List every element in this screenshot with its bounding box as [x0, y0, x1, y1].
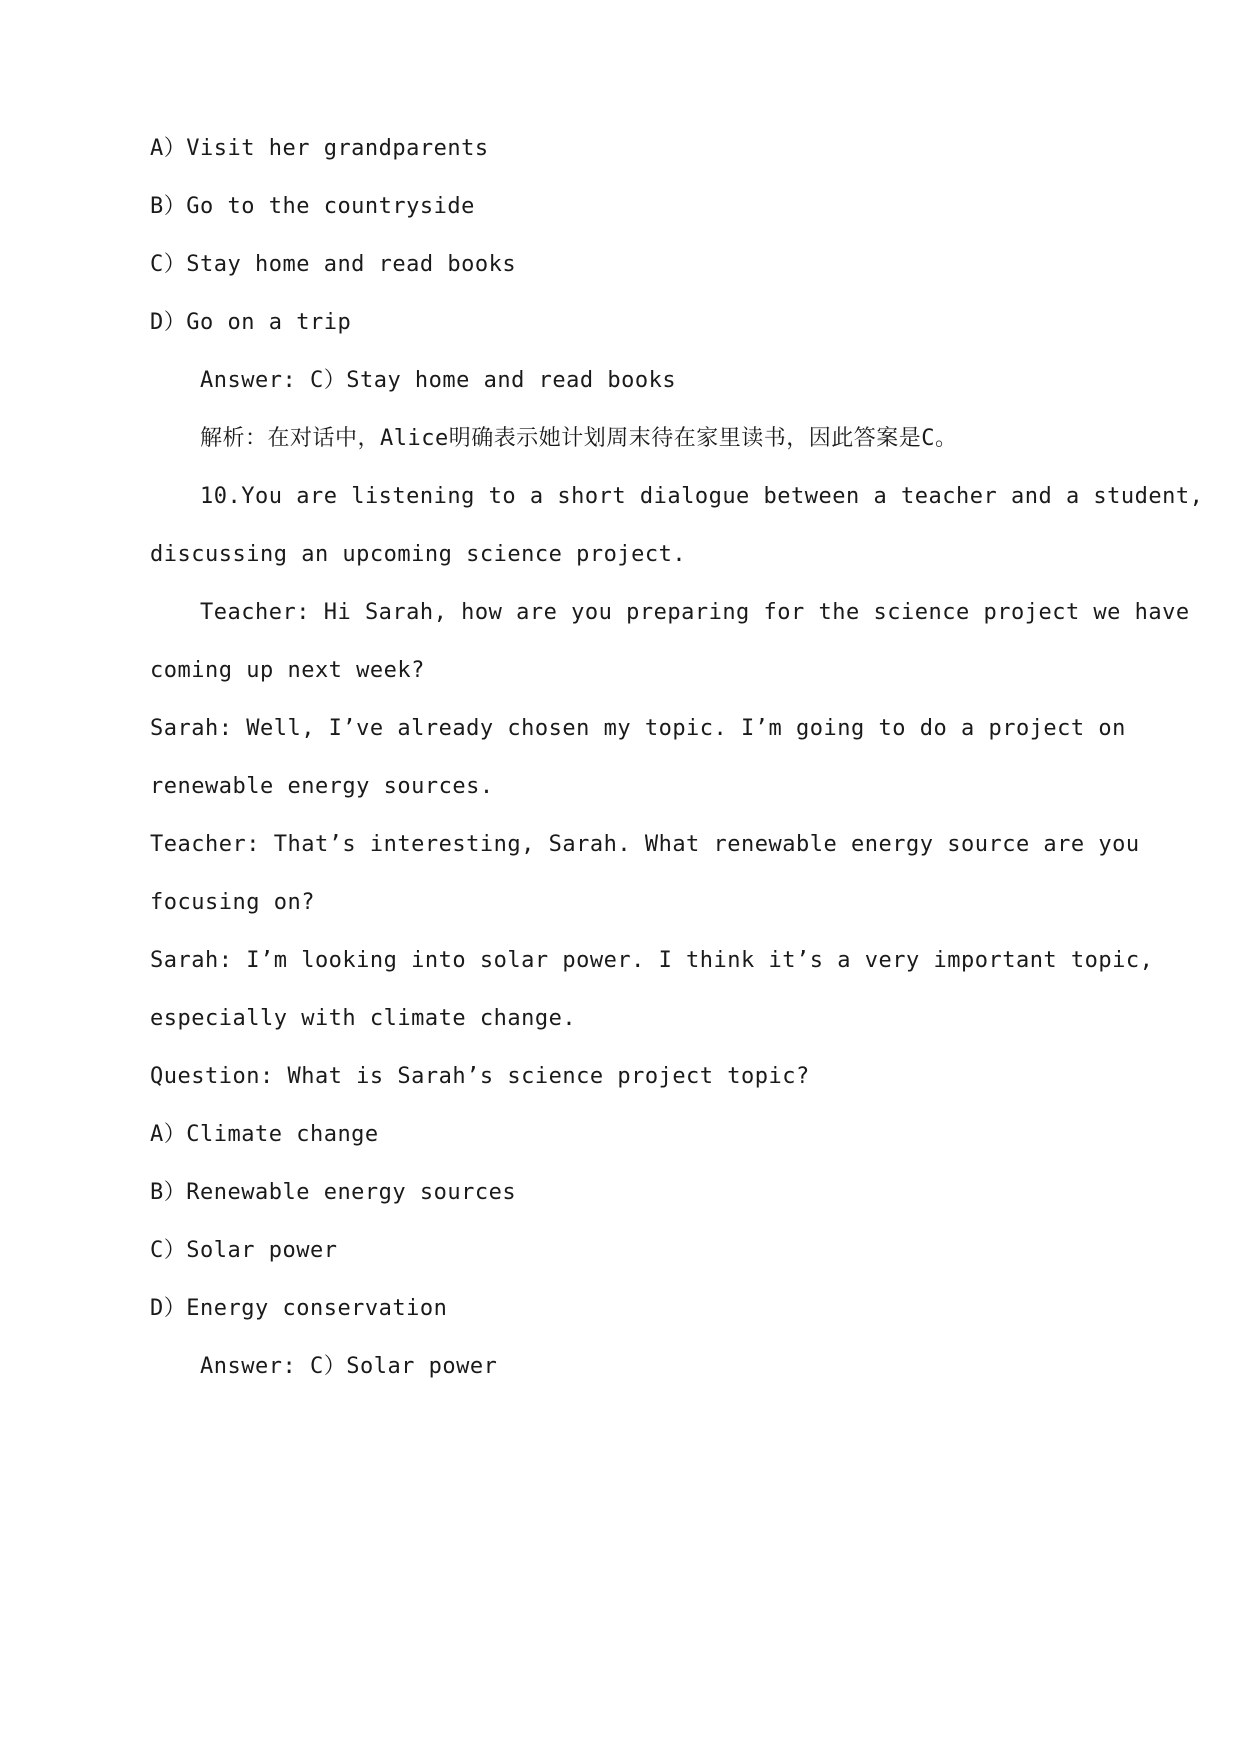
- dialogue-line: Teacher: That’s interesting, Sarah. What renewable energy source are you: [150, 832, 1140, 857]
- question-10-intro-cont: discussing an upcoming science project.: [150, 542, 687, 567]
- dialogue-line: especially with climate change.: [150, 1006, 577, 1031]
- dialogue-line: Teacher: Hi Sarah, how are you preparing for the science project we have: [200, 600, 1190, 625]
- prev-option-a: A）Visit her grandparents: [150, 136, 489, 161]
- dialogue-line: Sarah: Well, I’ve already chosen my topic. I’m going to do a project on: [150, 716, 1126, 741]
- q10-option-b: B）Renewable energy sources: [150, 1180, 517, 1205]
- dialogue-line: renewable energy sources.: [150, 774, 494, 799]
- prev-analysis: 解析：在对话中，Alice明确表示她计划周末待在家里读书，因此答案是C。: [200, 426, 958, 451]
- dialogue-line: Sarah: I’m looking into solar power. I think it’s a very important topic,: [150, 948, 1154, 973]
- prev-option-d: D）Go on a trip: [150, 310, 352, 335]
- prev-answer: Answer: C）Stay home and read books: [200, 368, 677, 393]
- dialogue-line: focusing on?: [150, 890, 315, 915]
- question-10-prompt: Question: What is Sarah’s science project topic?: [150, 1064, 810, 1089]
- q10-option-a: A）Climate change: [150, 1122, 379, 1147]
- q10-option-c: C）Solar power: [150, 1238, 338, 1263]
- question-10-intro: 10.You are listening to a short dialogue between a teacher and a student,: [200, 484, 1204, 509]
- q10-answer: Answer: C）Solar power: [200, 1354, 498, 1379]
- dialogue-line: coming up next week?: [150, 658, 425, 683]
- prev-option-c: C）Stay home and read books: [150, 252, 517, 277]
- prev-option-b: B）Go to the countryside: [150, 194, 475, 219]
- q10-option-d: D）Energy conservation: [150, 1296, 448, 1321]
